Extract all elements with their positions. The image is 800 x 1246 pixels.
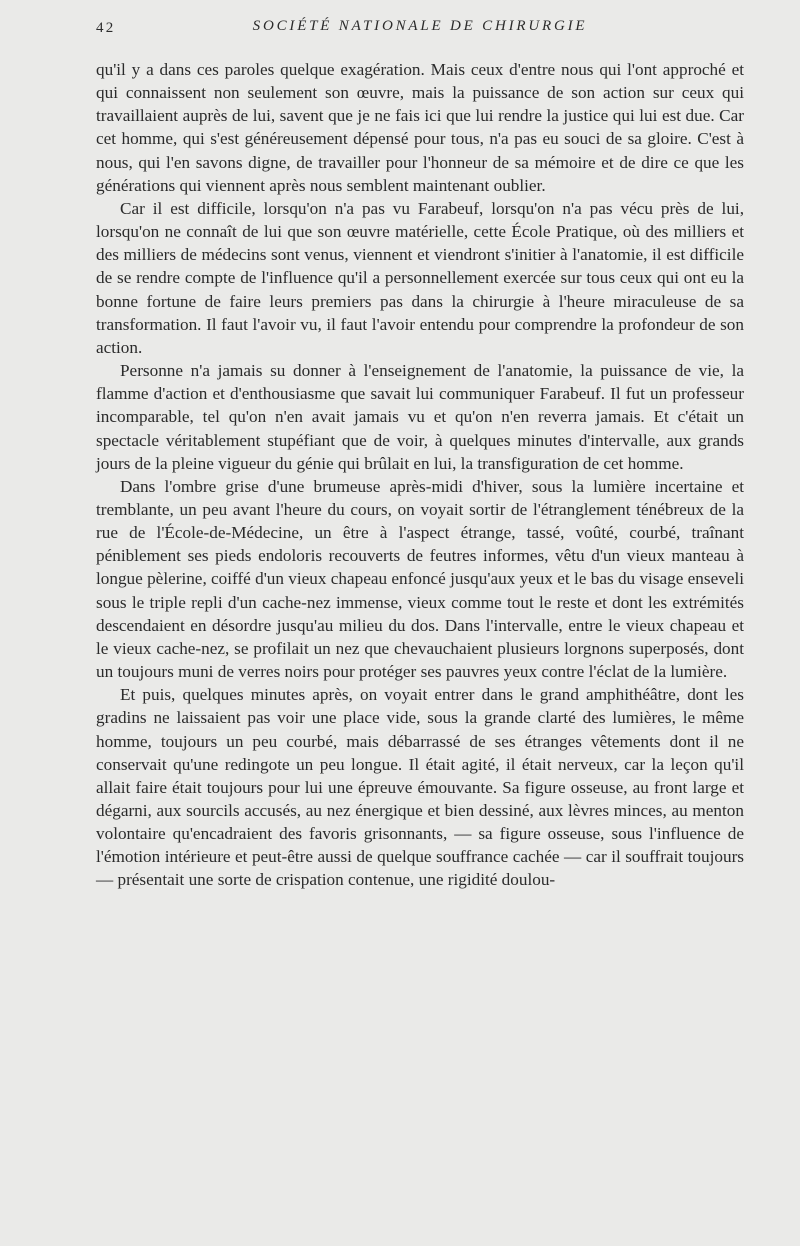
running-title: SOCIÉTÉ NATIONALE DE CHIRURGIE bbox=[252, 18, 588, 34]
paragraph: qu'il y a dans ces paroles quelque exagération. Mais ceux d'entre nous qui l'ont approché et qui connaissent non seulement son œuvre, mais la puissance de son action sur ceux qui travaillaient auprès de lui, savent que je ne fais ici que lui rendre la justice qui lui est due. Car cet homme, qui s'est généreusement dépensé pour tous, n'a pas eu souci de sa gloire. C'est à nous, qui l'en savons digne, de travailler pour l'honneur de sa mémoire et de dire ce que les générations qui viennent après nous semblent maintenant oublier. bbox=[96, 60, 744, 195]
page-header bbox=[96, 18, 744, 44]
paragraph: Dans l'ombre grise d'une brumeuse après-midi d'hiver, sous la lumière incertaine et tremblante, un peu avant l'heure du cours, on voyait sortir de l'étranglement ténébreux de la rue de l'École-de-Médecine, un être à l'aspect étrange, tassé, voûté, courbé, traînant péniblement ses pieds endoloris recouverts de feutres informes, vêtu d'un vieux manteau à longue pèlerine, coiffé d'un vieux chapeau enfoncé jusqu'aux yeux et le bas du visage enseveli sous le triple repli d'un cache-nez immense, vieux comme tout le reste et dont les extrémités descendaient en désordre jusqu'au milieu du dos. Dans l'intervalle, entre le vieux chapeau et le vieux cache-nez, se profilait un nez que chevauchaient plusieurs lorgnons superposés, dont un toujours muni de verres noirs pour protéger ses pauvres yeux contre l'éclat de la lumière. bbox=[96, 476, 744, 682]
paragraph: Car il est difficile, lorsqu'on n'a pas vu Farabeuf, lorsqu'on n'a pas vécu près de lui, lorsqu'on ne connaît de lui que son œuvre matérielle, cette École Pratique, où des milliers et des milliers de médecins sont venus, viennent et viendront s'initier à l'anatomie, il est difficile de se rendre compte de l'influence qu'il a personnellement exercée sur tous ceux qui ont eu la bonne fortune de faire leurs premiers pas dans la chirurgie à l'heure miraculeuse de sa transformation. Il faut l'avoir vu, il faut l'avoir entendu pour comprendre la profondeur de son action. bbox=[96, 198, 744, 357]
paragraph: Et puis, quelques minutes après, on voyait entrer dans le grand amphithéâtre, dont les gradins ne laissaient pas voir une place vide, sous la grande clarté des lumières, le même homme, toujours un peu courbé, mais débarrassé de ses étranges vêtements dont il ne conservait qu'une redingote un peu longue. Il était agité, il était nerveux, car la leçon qu'il allait faire était toujours pour lui une épreuve émouvante. Sa figure osseuse, au front large et dégarni, aux sourcils accusés, au nez énergique et bien dessiné, aux lèvres minces, au menton volontaire qu'encadraient des favoris grisonnants, — sa figure osseuse, sous l'influence de l'émotion intérieure et peut-être aussi de quelque souffrance cachée — car il souffrait toujours — présentait une sorte de crispation contenue, une rigidité doulou- bbox=[96, 685, 744, 890]
body-text bbox=[96, 58, 744, 892]
paragraph: Personne n'a jamais su donner à l'enseignement de l'anatomie, la puissance de vie, la flamme d'action et d'enthousiasme que savait lui communiquer Farabeuf. Il fut un professeur incomparable, tel qu'on n'en avait jamais vu et qu'on n'en reverra jamais. Et c'était un spectacle véritablement stupéfiant que de voir, à quelques minutes d'intervalle, aux grands jours de la pleine vigueur du génie qui brûlait en lui, la transfiguration de cet homme. bbox=[96, 361, 744, 473]
page-number: 42 bbox=[96, 20, 116, 36]
